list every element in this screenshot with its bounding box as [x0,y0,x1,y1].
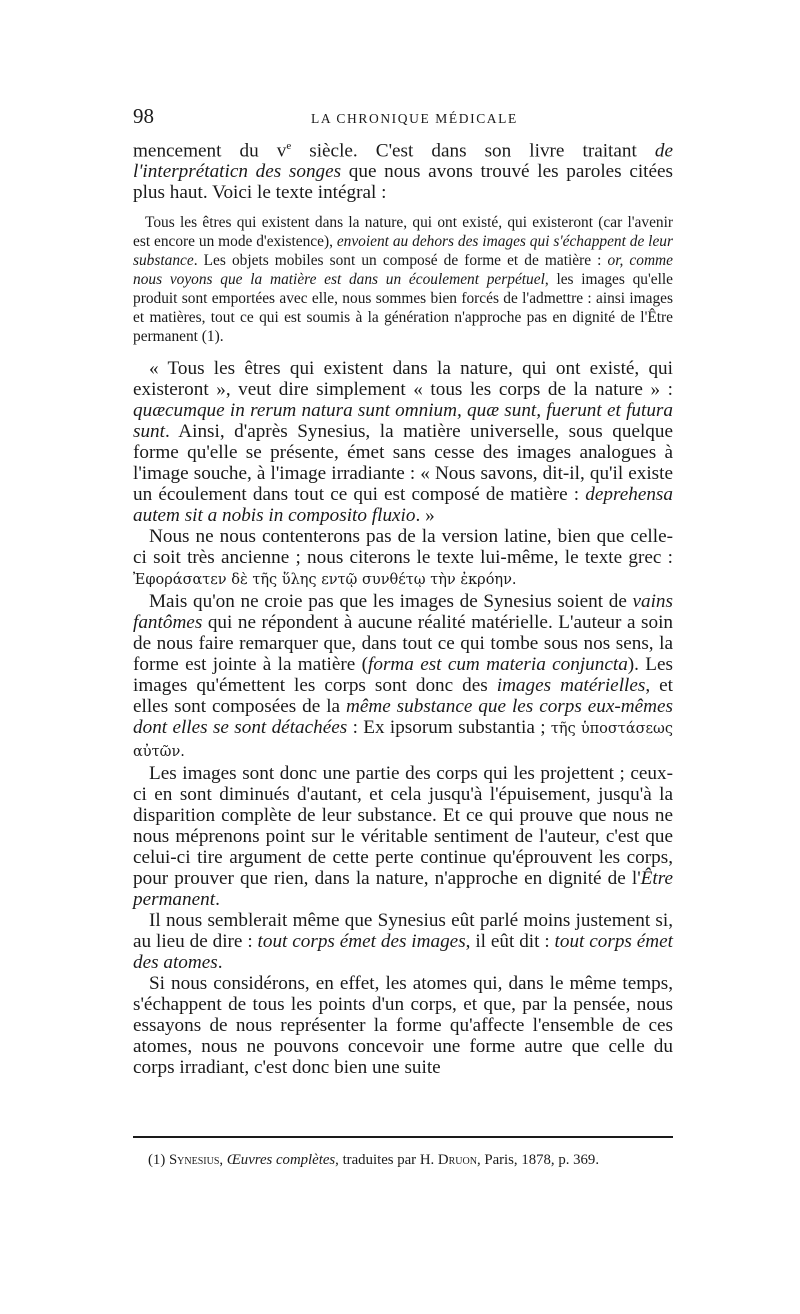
greek-phrase: τῆς ὑποστάσεως αὐτῶν. [133,721,673,761]
running-title: LA CHRONIQUE MÉDICALE [311,111,518,126]
footnote-rule [133,1136,673,1138]
page-header [133,104,673,130]
page-number: 98 [133,104,154,128]
paragraph-4: Mais qu'on ne croie pas que les images de Synesius soient de vains fantômes qui ne répondent à aucune réalité matérielle. L'auteur a soin de nous faire remarquer que, dans tout ce qui tombe sous nos sens, la forme est jointe à la matière (forma est cum materia conjuncta). Les images qu'émettent les corps sont donc des images matérielles, et elles sont composées de la même substance que les corps eux-mêmes dont elles se sont détachées : Ex ipsorum substantia ; τῆς ὑποστάσεως αὐτῶν. [133,591,674,761]
paragraph-5: Les images sont donc une partie des corps qui les projettent ; ceux-ci en sont diminués d'autant, et cela jusqu'à l'épuisement, jusqu'à la disparition complète de leur substance. Et ce qui prouve que nous ne nous méprenons point sur le véritable sentiment de l'auteur, c'est que celui-ci tire argument de cette perte continue qu'éprouvent les corps, pour prouver que rien, dans la nature, n'approche en dignité de l'Être permanent. [133,763,673,911]
intro-paragraph: mencement du $v^e$ siècle. C'est dans son livre traitant de l'interprétaticn des songes que nous avons trouvé les paroles citées plus haut. Voici le texte intégral : [133,140,674,204]
block-quote [133,203,673,358]
paragraph-6: Il nous semblerait même que Synesius eût parlé moins justement si, au lieu de dire : tout corps émet des images, il eût dit : tout corps émet des atomes. [133,910,673,974]
footnote: (1) Synesius, Œuvres complètes, traduites par H. Druon, Paris, 1878, p. 369. [148,1152,600,1168]
body-text [133,136,673,1078]
paragraph-3: Nous ne nous contenterons pas de la version latine, bien que celle-ci soit très ancienne ; nous citerons le texte lui-même, le texte grec : Ἐφοράσατεν δὲ τῆς ὕλης εντῷ συνθέτῳ τὴν ἐκρόην. [133,526,673,589]
quote-paragraph: Tous les êtres qui existent dans la nature, qui ont existé, qui existeront (car l'avenir est encore un mode d'existence), envoient au dehors des images qui s'échappent de leur substance. Les objets mobiles sont un composé de forme et de matière : or, comme nous voyons que la matière est dans un écoulement perpétuel, les images qu'elle produit sont emportées avec elle, nous sommes bien forcés de l'admettre : ainsi images et matières, tout ce qui est soumis à la génération n'approche pas en dignité de l'Être permanent (1). [133,214,673,346]
paragraph-7: Si nous considérons, en effet, les atomes qui, dans le même temps, s'échappent de tous les points d'un corps, et que, par la pensée, nous essayons de nous représenter la forme qu'affecte l'ensemble de ces atomes, nous ne pouvons concevoir une forme autre que celle du corps irradiant, c'est donc bien une suite [133,973,673,1079]
greek-quote: Ἐφοράσατεν δὲ τῆς ὕλης εντῷ συνθέτῳ τὴν ἐκρόην. [133,572,517,589]
paragraph-2: « Tous les êtres qui existent dans la nature, qui ont existé, qui existeront », veut dire simplement « tous les corps de la nature » : quæcumque in rerum natura sunt omnium, quæ sunt, fuerunt et futura sunt. Ainsi, d'après Synesius, la matière universelle, sous quelque forme qu'elle se présente, émet sans cesse des images analogues à l'image souche, à l'image irradiante : « Nous savons, dit-il, qu'il existe un écoulement dans tout ce qui est composé de matière : deprehensa autem sit a nobis in composito fluxio. » [133,358,673,527]
